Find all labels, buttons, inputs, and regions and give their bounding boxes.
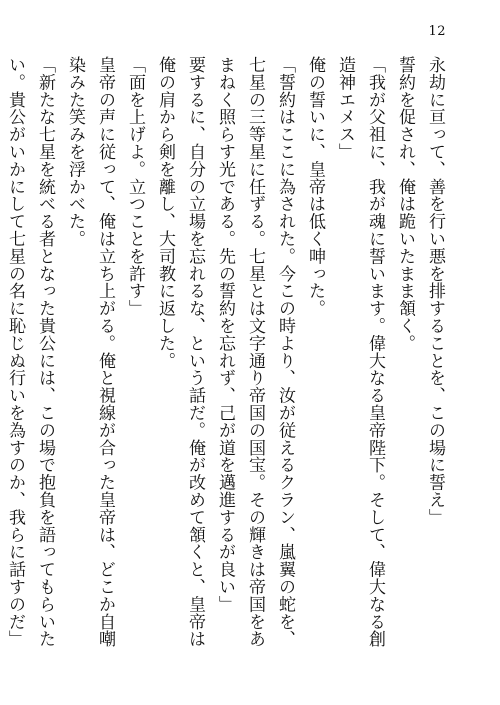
paragraph: 要するに、自分の立場を忘れるな、という話だ。俺が改めて頷くと、皇帝は俺の肩から剣を離し、大司教に返した。: [155, 56, 205, 648]
page-number: 12: [428, 24, 446, 39]
paragraph: 俺の誓いに、皇帝は低く呻った。: [305, 56, 325, 317]
paragraph: 永劫に亘って、善を行い悪を排することを、この場に誓え」: [425, 56, 445, 526]
paragraph: 皇帝の声に従って、俺は立ち上がる。俺と視線が合った皇帝は、どこか自嘲染みた笑みを浮かべた。: [65, 56, 115, 648]
vertical-text-block: [5, 56, 450, 656]
paragraph: 「我が父祖に、我が魂に誓います。偉大なる皇帝陛下。そして、偉大なる創造神エメス」: [335, 56, 385, 648]
paragraph: 「新たな七星を統べる者となった貴公には、この場で抱負を語ってもらいたい。貴公がいかにして七星の名に恥じぬ行いを為すのか、我らに話すのだ」: [5, 56, 55, 648]
paragraph: 「誓約はここに為された。今この時より、汝が従えるクラン、嵐翼の蛇を、七星の三等星に任ずる。七星とは文字通り帝国の国宝。その輝きは帝国をあまねく照らす光である。先の誓約を忘れず、己が道を邁進するが良い」: [215, 56, 295, 648]
paragraph: 誓約を促され、俺は跪いたまま頷く。: [395, 56, 415, 352]
paragraph: 「面を上げよ。立つことを許す」: [125, 56, 145, 317]
